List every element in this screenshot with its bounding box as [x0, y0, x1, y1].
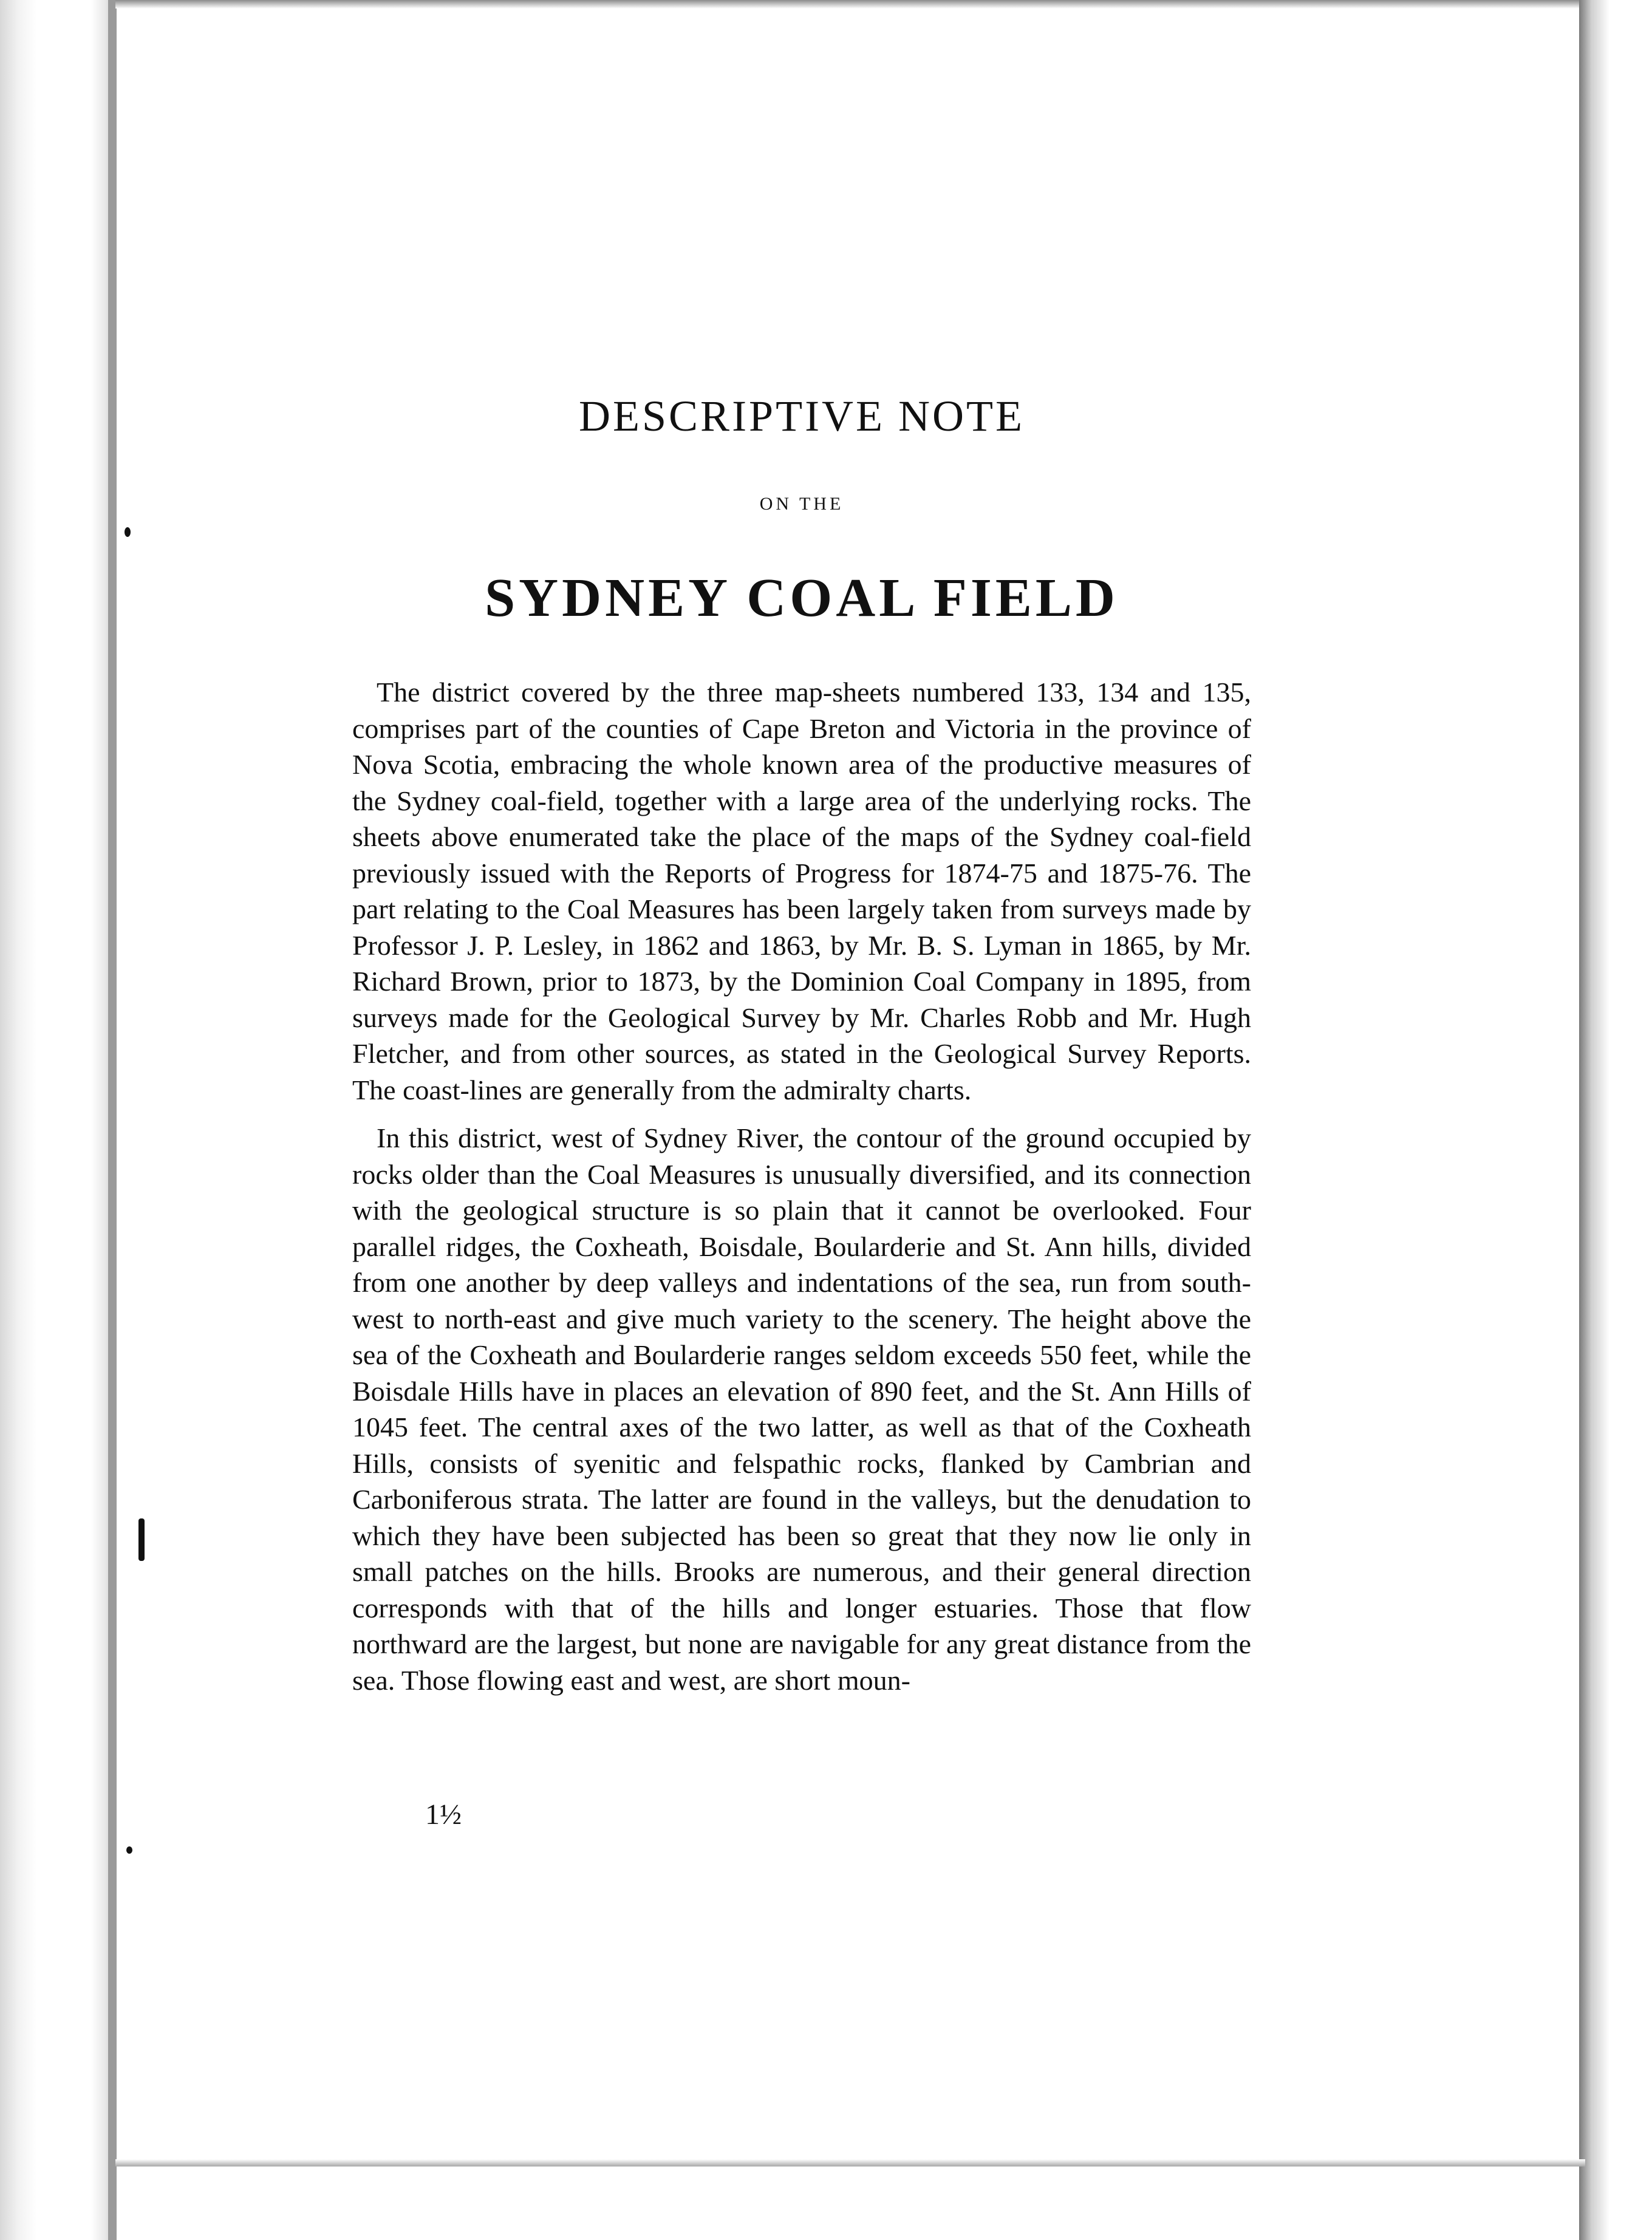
book-spine — [0, 0, 115, 2240]
document-title: DESCRIPTIVE NOTE — [579, 392, 1025, 440]
scan-speck — [138, 1518, 145, 1561]
body-text — [352, 674, 1251, 1698]
page-edge-bottom — [115, 2159, 1585, 2167]
paragraph-topography: In this district, west of Sydney River, the contour of the ground occupied by rocks older than the Coal Measures is unusually diversified, and its connection with the geological structure is so plain that it cannot be overlooked. Four parallel ridges, the Coxheath, Boisdale, Boularderie and St. Ann hills, divided from one another by deep valleys and indentations of the sea, run from south-west to north-east and give much variety to the scenery. The height above the sea of the Coxheath and Boularderie ranges seldom exceeds 550 feet, while the Boisdale Hills have in places an elevation of 890 feet, and the St. Ann Hills of 1045 feet. The central axes of the two latter, as well as that of the Coxheath Hills, consists of syenitic and felspathic rocks, flanked by Cambrian and Carboniferous strata. The latter are found in the valleys, but the denudation to which they have been subjected has been so great that they now lie only in small patches on the hills. Brooks are numerous, and their general direction corresponds with that of the hills and longer estuaries. Those that flow northward are the largest, but none are navigable for any great distance from the sea. Those flowing east and west, are short moun- — [352, 1122, 1251, 1696]
page-edge-right — [1579, 0, 1609, 2240]
page-edge-top — [115, 0, 1585, 9]
scan-speck — [126, 1846, 132, 1854]
scan-speck — [125, 527, 131, 537]
document-subtitle: ON THE — [759, 494, 844, 514]
signature-mark: 1½ — [425, 1798, 462, 1831]
page-content — [352, 389, 1251, 1698]
page-edge-left — [108, 0, 117, 2240]
coal-field-title: SYDNEY COAL FIELD — [485, 568, 1119, 628]
paragraph-district-description: The district covered by the three map-sheets numbered 133, 134 and 135, comprises part of the counties of Cape Breton and Victoria in the province of Nova Scotia, embracing the whole known area of the productive measures of the Sydney coal-field, together with a large area of the underlying rocks. The sheets above enumerated take the place of the maps of the Sydney coal-field previously issued with the Reports of Progress for 1874-75 and 1875-76. The part relating to the Coal Measures has been largely taken from surveys made by Professor J. P. Lesley, in 1862 and 1863, by Mr. B. S. Lyman in 1865, by Mr. Richard Brown, prior to 1873, by the Dominion Coal Company in 1895, from surveys made for the Geological Survey by Mr. Charles Robb and Mr. Hugh Fletcher, and from other sources, as stated in the Geological Survey Reports. The coast-lines are generally from the admiralty charts. — [352, 677, 1251, 1105]
